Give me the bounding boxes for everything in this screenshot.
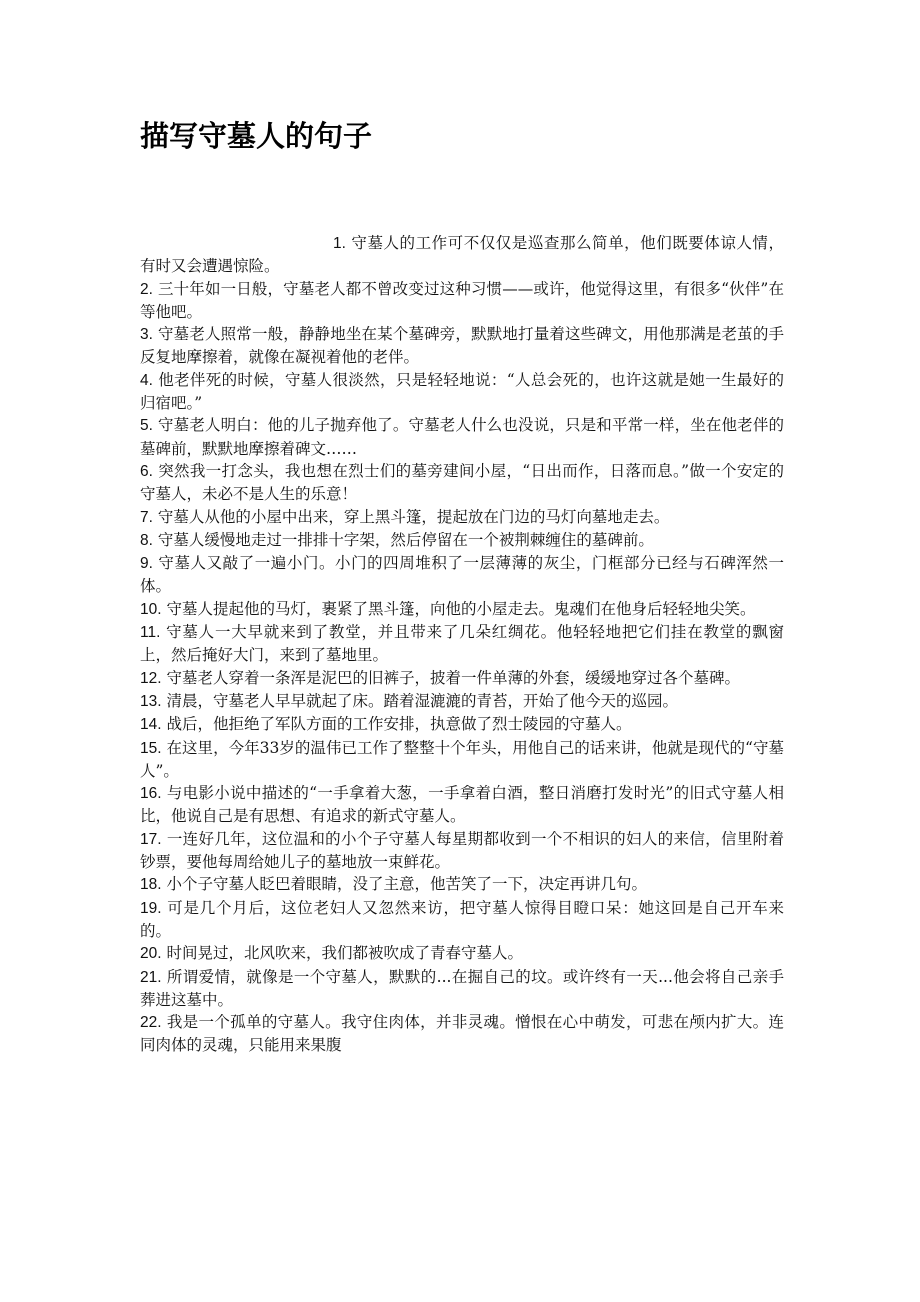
- item-number: 21.: [140, 968, 162, 986]
- item-text: 我是一个孤单的守墓人。我守住肉体，并非灵魂。憎恨在心中萌发，可悲在颅内扩大。连同肉体的灵魂，只能用来果腹: [140, 1013, 784, 1055]
- item-number: 5.: [140, 417, 153, 435]
- item-text: 小个子守墓人眨巴着眼睛，没了主意，他苦笑了一下，决定再讲几句。: [166, 875, 648, 894]
- sentence-item-4: [140, 369, 784, 415]
- item-text: 守墓人缓慢地走过一排排十字架，然后停留在一个被荆棘缠住的墓碑前。: [157, 530, 654, 549]
- sentence-item-3: [140, 323, 784, 369]
- item-text: 守墓人的工作可不仅仅是巡查那么简单，他们既要体谅人情，有时又会遭遇惊险。: [140, 234, 784, 276]
- item-text: 守墓人从他的小屋中出来，穿上黑斗篷，提起放在门边的马灯向墓地走去。: [157, 507, 670, 526]
- item-number: 15.: [140, 739, 162, 757]
- item-text: 守墓老人照常一般，静静地坐在某个墓碑旁，默默地打量着这些碑文，用他那满是老茧的手反复地摩擦着，就像在凝视着他的老伴。: [140, 325, 784, 367]
- item-text: 突然我一打念头，我也想在烈士们的墓旁建间小屋，“日出而作，日落而息。”做一个安定的守墓人，未必不是人生的乐意！: [140, 461, 784, 504]
- sentence-item-21: [140, 966, 784, 1012]
- item-text: 与电影小说中描述的“一手拿着大葱，一手拿着白酒，整日消磨打发时光”的旧式守墓人相比，他说自己是有思想、有追求的新式守墓人。: [140, 784, 784, 826]
- item-number: 12.: [140, 669, 162, 687]
- item-number: 7.: [140, 508, 153, 526]
- sentence-item-6: [140, 460, 784, 506]
- sentence-item-10: [140, 598, 784, 621]
- sentence-item-13: [140, 690, 784, 713]
- sentence-item-12: [140, 667, 784, 690]
- item-number: 9.: [140, 555, 153, 573]
- item-number: 13.: [140, 692, 162, 710]
- item-text: 三十年如一日般，守墓老人都不曾改变过这种习惯——或许，他觉得这里，有很多“伙伴”在等他吧。: [140, 279, 784, 321]
- item-text: 战后，他拒绝了军队方面的工作安排，执意做了烈士陵园的守墓人。: [166, 715, 632, 734]
- sentence-item-5: [140, 414, 784, 460]
- sentence-item-19: [140, 897, 784, 943]
- sentence-item-1: [140, 232, 784, 278]
- document-title: 描写守墓人的句子: [140, 119, 373, 153]
- item-number: 19.: [140, 899, 162, 917]
- item-number: 1.: [333, 235, 346, 252]
- item-number: 11.: [140, 624, 161, 642]
- sentence-item-9: [140, 552, 784, 598]
- sentence-list: [140, 232, 784, 1057]
- item-text: 他老伴死的时候，守墓人很淡然，只是轻轻地说：“人总会死的，也许这就是她一生最好的归宿吧。”: [140, 370, 784, 413]
- item-number: 3.: [140, 326, 153, 344]
- item-number: 10.: [140, 600, 162, 618]
- sentence-item-11: [140, 621, 784, 667]
- item-text: 守墓老人穿着一条浑是泥巴的旧裤子，披着一件单薄的外套，缓缓地穿过各个墓碑。: [166, 668, 741, 687]
- item-text: 守墓人又敲了一遍小门。小门的四周堆积了一层薄薄的灰尘，门框部分已经与石碑浑然一体。: [140, 554, 784, 596]
- item-text: 在这里，今年33岁的温伟已工作了整整十个年头，用他自己的话来讲，他就是现代的“守墓人”。: [140, 738, 784, 780]
- item-number: 14.: [140, 716, 162, 734]
- item-number: 17.: [140, 830, 162, 848]
- item-text: 可是几个月后，这位老妇人又忽然来访，把守墓人惊得目瞪口呆：她这回是自己开车来的。: [140, 898, 784, 940]
- sentence-item-18: [140, 873, 784, 896]
- item-number: 2.: [140, 280, 153, 298]
- sentence-item-22: [140, 1011, 784, 1057]
- item-text: 时间晃过，北风吹来，我们都被吹成了青春守墓人。: [166, 944, 524, 963]
- item-number: 8.: [140, 531, 153, 549]
- sentence-item-20: [140, 942, 784, 965]
- item-text: 守墓人一大早就来到了教堂，并且带来了几朵红绸花。他轻轻地把它们挂在教堂的飘窗上，然后掩好大门，来到了墓地里。: [140, 623, 784, 665]
- item-number: 20.: [140, 945, 162, 963]
- item-number: 16.: [140, 785, 162, 803]
- sentence-item-7: [140, 506, 784, 529]
- sentence-item-8: [140, 529, 784, 552]
- item-text: 守墓人提起他的马灯，裹紧了黑斗篷，向他的小屋走去。鬼魂们在他身后轻轻地尖笑。: [166, 599, 756, 618]
- item-text: 清晨，守墓老人早早就起了床。踏着湿漉漉的青苔，开始了他今天的巡园。: [166, 691, 679, 710]
- sentence-item-14: [140, 713, 784, 736]
- item-text: 所谓爱情，就像是一个守墓人，默默的...在掘自己的坟。或许终有一天...他会将自己亲手葬进这墓中。: [140, 967, 784, 1009]
- item-number: 4.: [140, 371, 153, 389]
- item-text: 守墓老人明白：他的儿子抛弃他了。守墓老人什么也没说，只是和平常一样，坐在他老伴的墓碑前，默默地摩擦着碑文……: [140, 416, 784, 458]
- item-number: 22.: [140, 1014, 162, 1032]
- sentence-item-2: [140, 278, 784, 324]
- item-number: 18.: [140, 876, 162, 894]
- sentence-item-16: [140, 782, 784, 828]
- sentence-item-17: [140, 828, 784, 874]
- sentence-item-15: [140, 737, 784, 783]
- item-number: 6.: [140, 462, 153, 480]
- item-text: 一连好几年，这位温和的小个子守墓人每星期都收到一个不相识的妇人的来信，信里附着钞票，要他每周给她儿子的墓地放一束鲜花。: [140, 829, 784, 872]
